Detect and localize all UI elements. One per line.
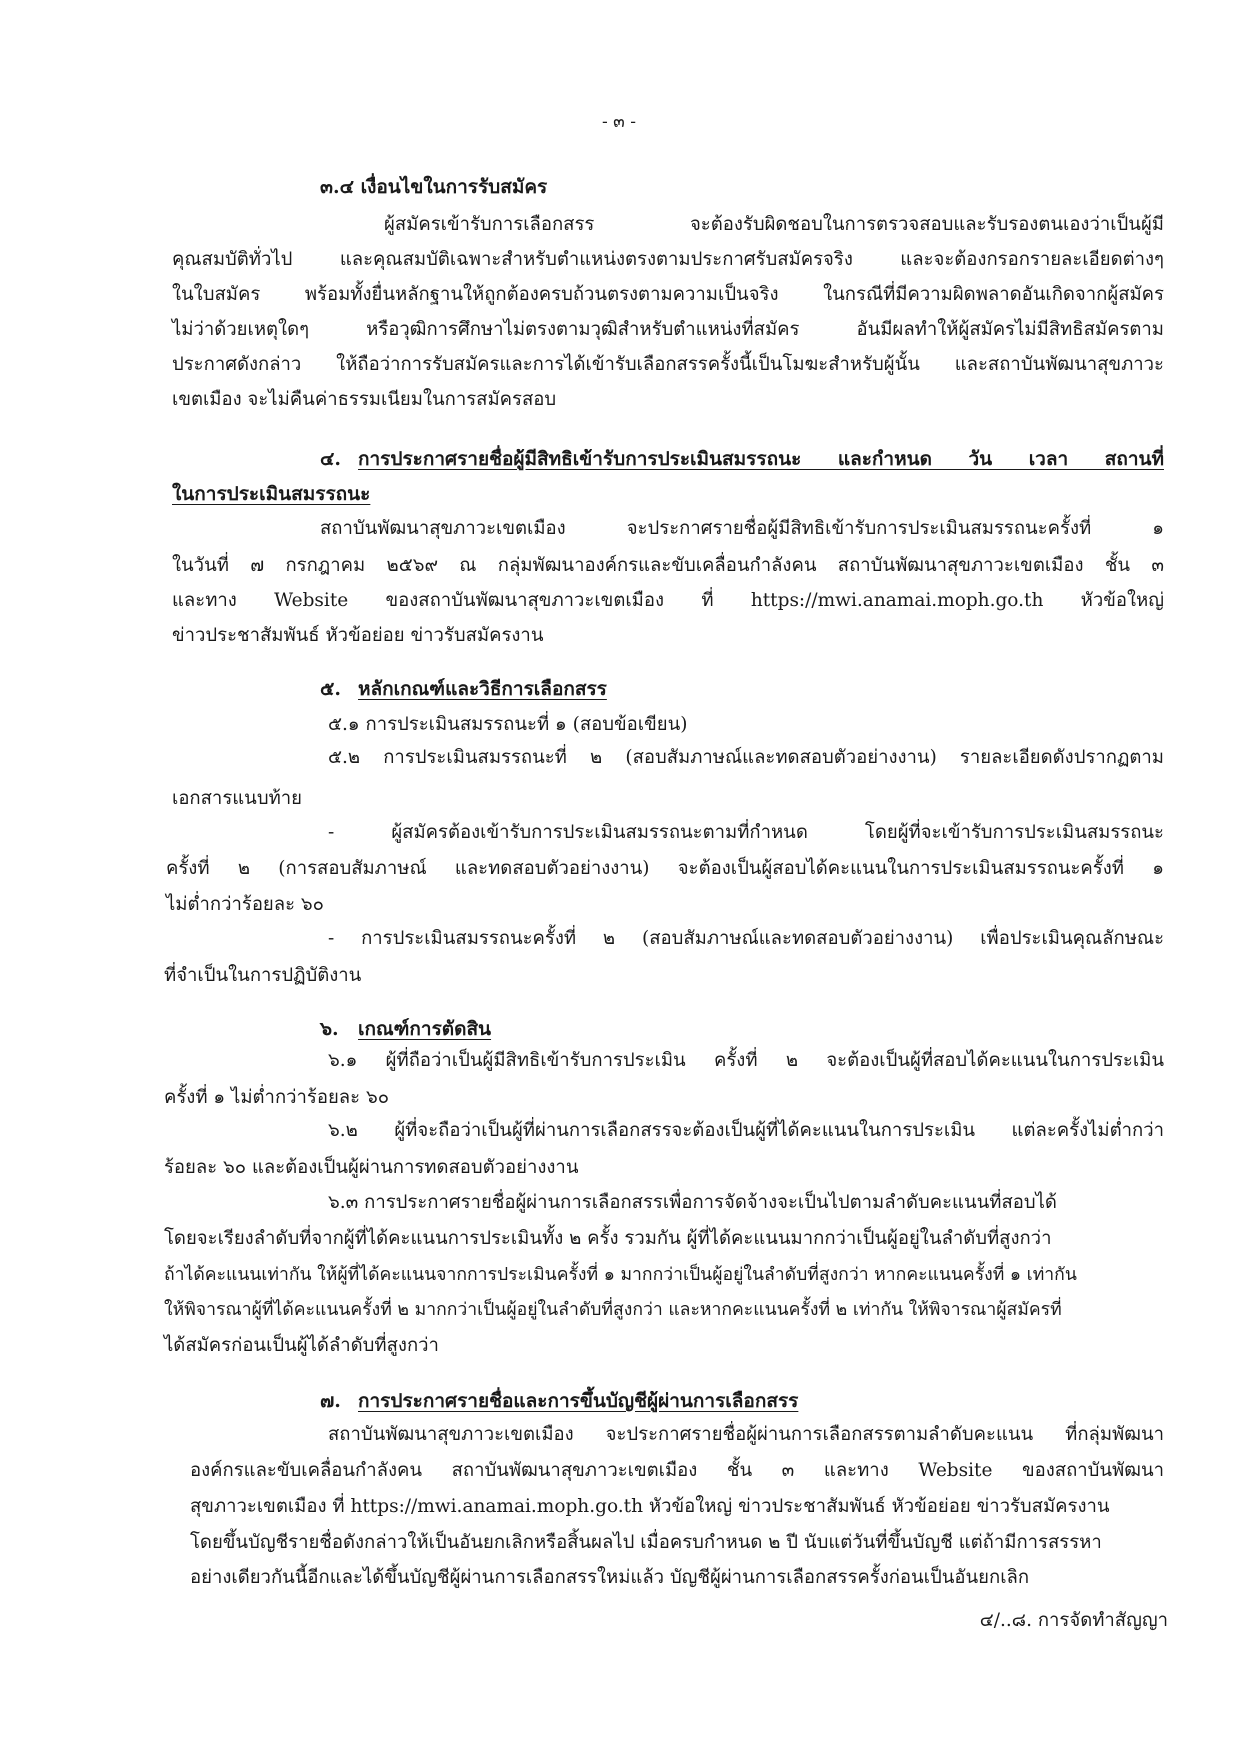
section-6-heading: เกณฑ์การตัดสิน [358, 1018, 492, 1040]
section-3-4-line: ประกาศดังกล่าว ให้ถือว่าการรับสมัครและการได้เข้ารับเลือกสรรครั้งนี้เป็นโมฆะสำหรับผู้นั้น และสถาบันพัฒนาสุขภาวะ [172, 354, 1164, 375]
section-3-4-line: ในใบสมัคร พร้อมทั้งยื่นหลักฐานให้ถูกต้องครบถ้วนตรงตามความเป็นจริง ในกรณีที่มีความผิดพลาดอันเกิดจากผู้สมัคร [172, 284, 1164, 305]
section-6-line: ๖.๒ ผู้ที่จะถือว่าเป็นผู้ที่ผ่านการเลือกสรรจะต้องเป็นผู้ที่ได้คะแนนในการประเมิน แต่ละครั้งไม่ต่ำกว่า [328, 1120, 1164, 1141]
section-6-line: โดยจะเรียงลำดับที่จากผู้ที่ได้คะแนนการประเมินทั้ง ๒ ครั้ง รวมกัน ผู้ที่ได้คะแนนมากกว่าเป็นผู้อยู่ในลำดับที่สูงกว่า [164, 1228, 1052, 1249]
section-4-line: สถาบันพัฒนาสุขภาวะเขตเมือง จะประกาศรายชื่อผู้มีสิทธิเข้ารับการประเมินสมรรถนะครั้งที่ ๑ [320, 518, 1164, 539]
section-3-4-line: คุณสมบัติทั่วไป และคุณสมบัติเฉพาะสำหรับตำแหน่งตรงตามประกาศรับสมัครจริง และจะต้องกรอกรายละเอียดต่างๆ [172, 249, 1164, 270]
section-5-line: - ผู้สมัครต้องเข้ารับการประเมินสมรรถนะตามที่กำหนด โดยผู้ที่จะเข้ารับการประเมินสมรรถนะ [328, 822, 1164, 843]
section-4-line: ในวันที่ ๗ กรกฎาคม ๒๕๖๙ ณ กลุ่มพัฒนาองค์กรและขับเคลื่อนกำลังคน สถาบันพัฒนาสุขภาวะเขตเมือง ชั้น ๓ [172, 555, 1164, 576]
section-6-line: ให้พิจารณาผู้ที่ได้คะแนนครั้งที่ ๒ มากกว่าเป็นผู้อยู่ในลำดับที่สูงกว่า และหากคะแนนครั้งที่ ๒ เท่ากัน ให้พิจารณาผู้สมัครที่ [164, 1300, 1062, 1320]
section-5-heading: หลักเกณฑ์และวิธีการเลือกสรร [358, 678, 607, 700]
section-4-line: ข่าวประชาสัมพันธ์ หัวข้อย่อย ข่าวรับสมัครงาน [172, 625, 544, 646]
section-7-heading: การประกาศรายชื่อและการขึ้นบัญชีผู้ผ่านการเลือกสรร [358, 1390, 799, 1412]
section-4-line: และทาง Website ของสถาบันพัฒนาสุขภาวะเขตเมือง ที่ https://mwi.anamai.moph.go.th หัวข้อใหญ่ [172, 590, 1164, 611]
section-6-line: ๖.๓ การประกาศรายชื่อผู้ผ่านการเลือกสรรเพื่อการจัดจ้างจะเป็นไปตามลำดับคะแนนที่สอบได้ [328, 1192, 1057, 1213]
section-6-line: ถ้าได้คะแนนเท่ากัน ให้ผู้ที่ได้คะแนนจากการประเมินครั้งที่ ๑ มากกว่าเป็นผู้อยู่ในลำดับที่สูงกว่า หากคะแนนครั้งที่ ๑ เท่ากัน [164, 1265, 1077, 1285]
section-7-line: อย่างเดียวกันนี้อีกและได้ขึ้นบัญชีผู้ผ่านการเลือกสรรใหม่แล้ว บัญชีผู้ผ่านการเลือกสรรครั้งก่อนเป็นอันยกเลิก [190, 1567, 1030, 1588]
section-6-line: ๖.๑ ผู้ที่ถือว่าเป็นผู้มีสิทธิเข้ารับการประเมิน ครั้งที่ ๒ จะต้องเป็นผู้ที่สอบได้คะแนนในการประเมิน [328, 1050, 1164, 1071]
section-7-line: สุขภาวะเขตเมือง ที่ https://mwi.anamai.moph.go.th หัวข้อใหญ่ ข่าวประชาสัมพันธ์ หัวข้อย่อย ข่าวรับสมัครงาน [190, 1496, 1110, 1517]
section-7-number: ๗. [320, 1390, 341, 1412]
section-5-line: เอกสารแนบท้าย [172, 788, 302, 809]
section-4-number: ๔. [320, 448, 341, 470]
section-6-line: ครั้งที่ ๑ ไม่ต่ำกว่าร้อยละ ๖๐ [164, 1087, 389, 1108]
section-3-4-heading: ๓.๔ เงื่อนไขในการรับสมัคร [320, 176, 548, 198]
section-4-heading: การประกาศรายชื่อผู้มีสิทธิเข้ารับการประเมินสมรรถนะ และกำหนด วัน เวลา สถานที่ [358, 448, 1164, 470]
section-5-line: ไม่ต่ำกว่าร้อยละ ๖๐ [166, 894, 324, 915]
section-4-heading-cont: ในการประเมินสมรรถนะ [172, 483, 371, 505]
section-6-number: ๖. [320, 1018, 339, 1040]
section-7-line: โดยขึ้นบัญชีรายชื่อดังกล่าวให้เป็นอันยกเลิกหรือสิ้นผลไป เมื่อครบกำหนด ๒ ปี นับแต่วันที่ขึ้นบัญชี แต่ถ้ามีการสรรหา [190, 1532, 1102, 1553]
section-5-line: ๕.๒ การประเมินสมรรถนะที่ ๒ (สอบสัมภาษณ์และทดสอบตัวอย่างงาน) รายละเอียดดังปรากฏตาม [328, 747, 1164, 768]
section-5-line: ที่จำเป็นในการปฏิบัติงาน [164, 965, 362, 986]
section-3-4-line: ไม่ว่าด้วยเหตุใดๆ หรือวุฒิการศึกษาไม่ตรงตามวุฒิสำหรับตำแหน่งที่สมัคร อันมีผลทำให้ผู้สมัครไม่มีสิทธิสมัครตาม [172, 319, 1164, 340]
section-6-line: ได้สมัครก่อนเป็นผู้ได้ลำดับที่สูงกว่า [164, 1335, 439, 1356]
section-5-number: ๕. [320, 678, 341, 700]
section-5-line: ครั้งที่ ๒ (การสอบสัมภาษณ์ และทดสอบตัวอย่างงาน) จะต้องเป็นผู้สอบได้คะแนนในการประเมินสมรรถนะครั้งที่ ๑ [166, 858, 1164, 879]
section-7-line: องค์กรและขับเคลื่อนกำลังคน สถาบันพัฒนาสุขภาวะเขตเมือง ชั้น ๓ และทาง Website ของสถาบันพัฒนา [190, 1460, 1164, 1481]
section-3-4-line: ผู้สมัครเข้ารับการเลือกสรร จะต้องรับผิดชอบในการตรวจสอบและรับรองตนเองว่าเป็นผู้มี [384, 214, 1164, 235]
section-7-line: สถาบันพัฒนาสุขภาวะเขตเมือง จะประกาศรายชื่อผู้ผ่านการเลือกสรรตามลำดับคะแนน ที่กลุ่มพัฒนา [328, 1424, 1164, 1445]
section-6-line: ร้อยละ ๖๐ และต้องเป็นผู้ผ่านการทดสอบตัวอย่างงาน [164, 1157, 579, 1178]
section-3-4-line: เขตเมือง จะไม่คืนค่าธรรมเนียมในการสมัครสอบ [172, 389, 557, 410]
next-page-reference: ๔/..๘. การจัดทำสัญญา [979, 1610, 1168, 1631]
section-5-line: - การประเมินสมรรถนะครั้งที่ ๒ (สอบสัมภาษณ์และทดสอบตัวอย่างงาน) เพื่อประเมินคุณลักษณะ [328, 928, 1164, 949]
page-number: - ๓ - [602, 112, 636, 132]
section-5-line: ๕.๑ การประเมินสมรรถนะที่ ๑ (สอบข้อเขียน) [328, 714, 688, 735]
